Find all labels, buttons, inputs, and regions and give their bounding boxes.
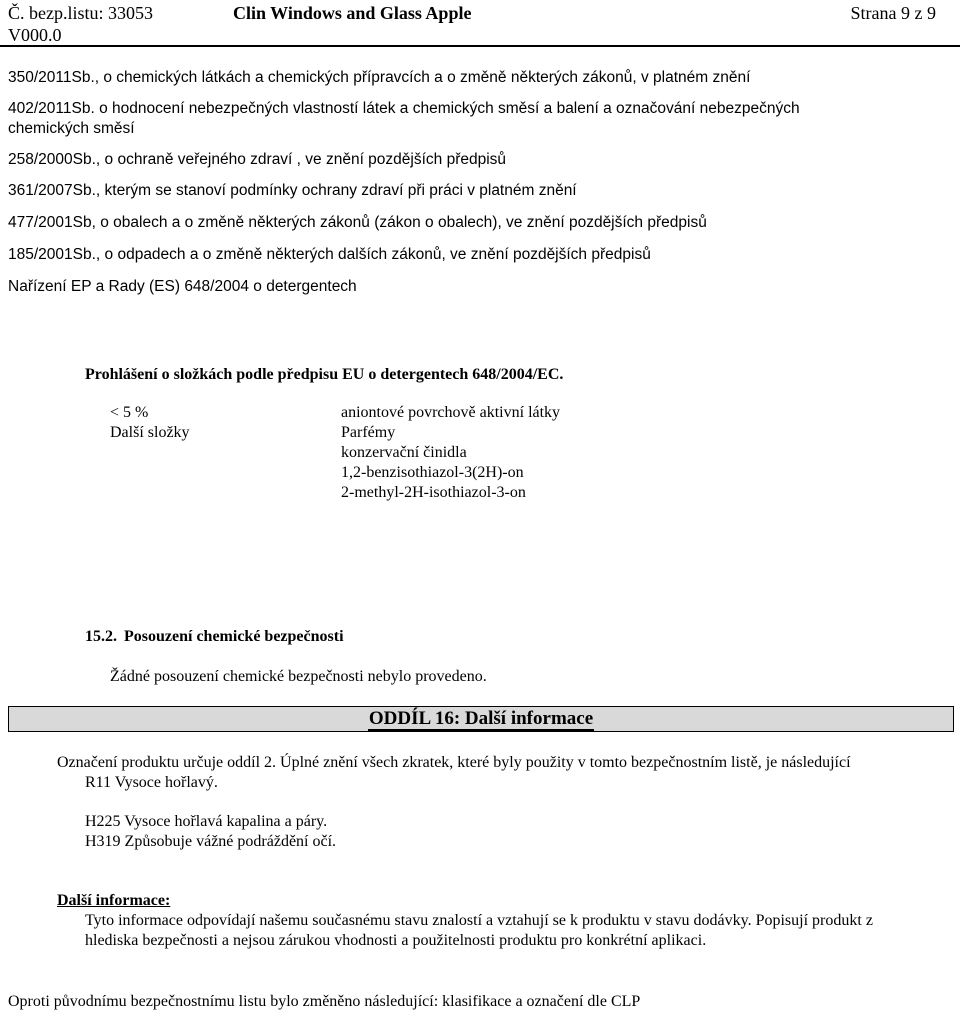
abbreviation-intro: Označení produktu určuje oddíl 2. Úplné znění všech zkratek, které byly použity v tomto bezpečnostním listě, je následující — [57, 754, 851, 771]
law-item: Nařízení EP a Rady (ES) 648/2004 o detergentech — [8, 278, 357, 295]
ingredient-name: konzervační činidla — [341, 444, 467, 461]
document-number: Č. bezp.listu: 33053 — [8, 3, 153, 23]
page-number: Strana 9 z 9 — [850, 3, 936, 23]
law-item: chemických směsí — [8, 120, 135, 137]
r-phrase: R11 Vysoce hořlavý. — [85, 774, 218, 791]
law-item: 477/2001Sb, o obalech a o změně některých zákonů (zákon o obalech), ve znění pozdějších předpisů — [8, 214, 707, 231]
header-rule — [0, 45, 960, 47]
ingredient-name: 1,2-benzisothiazol-3(2H)-on — [341, 464, 524, 481]
ingredient-name: 2-methyl-2H-isothiazol-3-on — [341, 484, 526, 501]
ingredient-name: Parfémy — [341, 424, 396, 441]
subsection-number: 15.2. — [85, 628, 117, 645]
ingredient-name: aniontové povrchově aktivní látky — [341, 404, 561, 421]
detergent-declaration-title: Prohlášení o složkách podle předpisu EU o detergentech 648/2004/EC. — [85, 366, 564, 383]
law-item: 185/2001Sb., o odpadech a o změně některých dalších zákonů, ve znění pozdějších předpisů — [8, 246, 651, 263]
version: V000.0 — [8, 25, 62, 45]
changes-note: Oproti původnímu bezpečnostnímu listu bylo změněno následující: klasifikace a označení dle CLP — [8, 993, 641, 1010]
h-statement: H225 Vysoce hořlavá kapalina a páry. — [85, 813, 328, 830]
section-header-bar — [8, 706, 954, 732]
law-item: 402/2011Sb. o hodnocení nebezpečných vlastností látek a chemických směsí a balení a označování nebezpečných — [8, 100, 800, 117]
section-title: ODDÍL 16: Další informace — [368, 708, 594, 729]
law-item: 350/2011Sb., o chemických látkách a chemických přípravcích a o změně některých zákonů, v platném znění — [8, 69, 751, 86]
law-item: 361/2007Sb., kterým se stanoví podmínky ochrany zdraví při práci v platném znění — [8, 182, 577, 199]
subsection-title: Posouzení chemické bezpečnosti — [124, 628, 344, 645]
ingredient-class: Další složky — [110, 424, 190, 441]
h-statement: H319 Způsobuje vážné podráždění očí. — [85, 833, 337, 850]
further-info-text: hlediska bezpečnosti a nejsou zárukou vhodnosti a použitelnosti produktu pro konkrétní aplikaci. — [85, 932, 707, 949]
further-info-text: Tyto informace odpovídají našemu současnému stavu znalostí a vztahují se k produktu v stavu dodávky. Popisují produkt z — [85, 912, 873, 929]
product-name: Clin Windows and Glass Apple — [233, 3, 472, 23]
further-info-label: Další informace: — [57, 892, 171, 909]
ingredient-class: < 5 % — [110, 404, 149, 421]
law-item: 258/2000Sb., o ochraně veřejného zdraví , ve znění pozdějších předpisů — [8, 151, 507, 168]
chemical-safety-text: Žádné posouzení chemické bezpečnosti nebylo provedeno. — [110, 668, 487, 685]
